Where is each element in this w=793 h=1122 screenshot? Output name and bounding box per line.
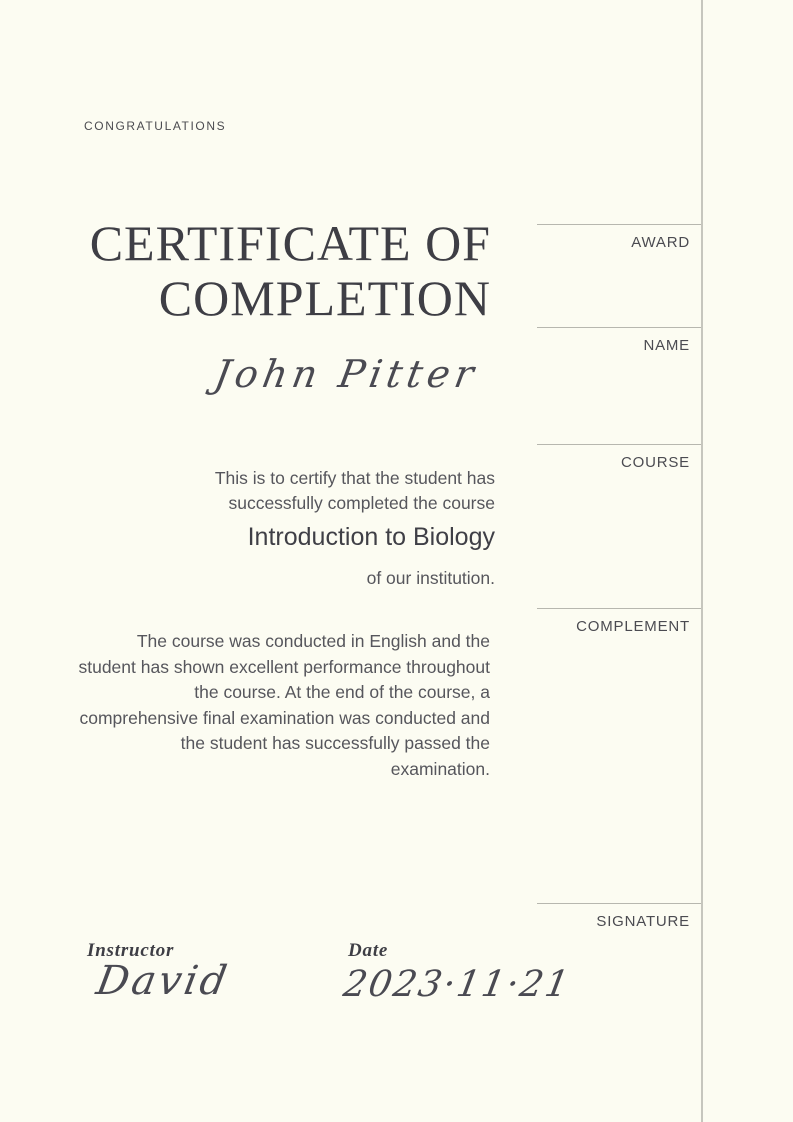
side-label-signature — [537, 903, 701, 930]
congratulations-text: CONGRATULATIONS — [84, 119, 227, 133]
certificate-title-line2: COMPLETION — [158, 270, 491, 326]
instructor-label: Instructor — [87, 940, 175, 961]
certificate-title — [90, 216, 491, 326]
side-label-award — [537, 224, 701, 251]
side-label-signature-text: SIGNATURE — [596, 913, 690, 930]
certificate-title-line1: CERTIFICATE OF — [89, 215, 491, 271]
side-label-name — [537, 327, 701, 354]
side-label-name-text: NAME — [643, 337, 690, 354]
side-label-award-text: AWARD — [631, 234, 690, 251]
date-label: Date — [348, 940, 389, 961]
side-label-course — [537, 444, 701, 471]
side-label-complement — [537, 608, 701, 635]
course-description: The course was conducted in English and the student has shown excellent performance throughout the course. At the end of the course, a comprehensive final examination was conducted and the student has successfully passed the examination. — [78, 631, 490, 779]
instructor-signature: David — [92, 958, 233, 1004]
certify-text: This is to certify that the student has successfully completed the course — [214, 468, 495, 513]
date-value: 2023·11·21 — [340, 964, 574, 1005]
institution-text: of our institution. — [366, 568, 495, 588]
course-name: Introduction to Biology — [247, 523, 495, 551]
vertical-divider-line — [701, 0, 703, 1122]
student-name-signature: John Pitter — [211, 352, 482, 396]
side-label-course-text: COURSE — [621, 454, 690, 471]
side-label-complement-text: COMPLEMENT — [576, 618, 690, 635]
